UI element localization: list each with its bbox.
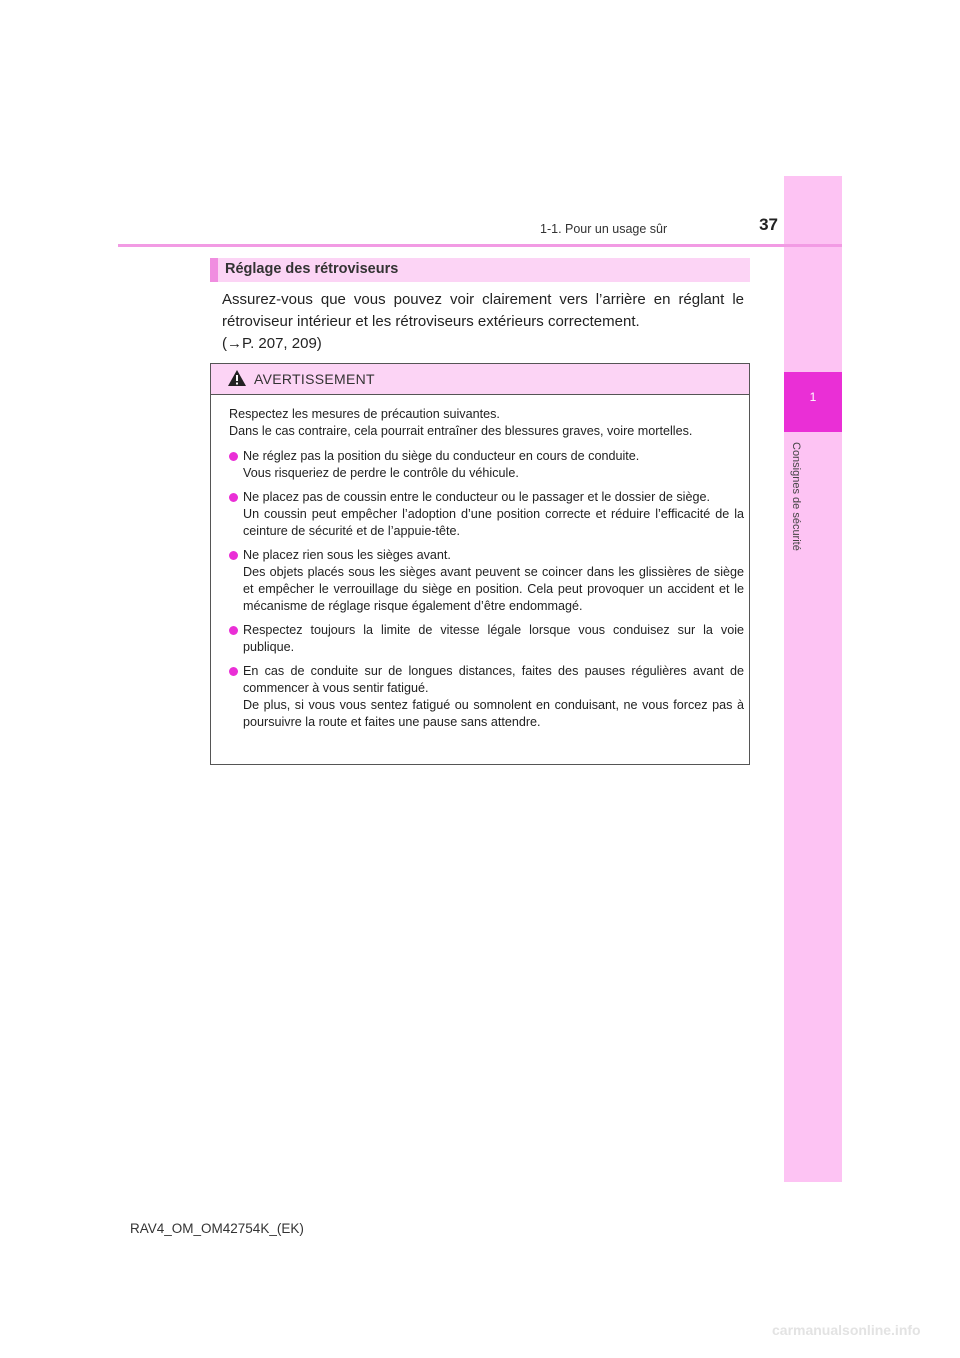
warning-item-line: De plus, si vous vous sentez fatigué ou somnolent en conduisant, ne vous forcez pas à poursuivre la route et faites une pause sans attendre.	[243, 698, 744, 729]
section-heading	[210, 258, 750, 282]
warning-item	[229, 489, 744, 540]
watermark: carmanualsonline.info	[772, 1322, 921, 1338]
page-number: 37	[759, 215, 778, 234]
warning-box	[210, 363, 750, 765]
warning-item-line: Un coussin peut empêcher l’adoption d’une position correcte et réduire l’efficacité de la ceinture de sécurité et de l’appuie-tête.	[243, 507, 744, 538]
bullet-dot-icon	[229, 551, 238, 560]
bullet-dot-icon	[229, 452, 238, 461]
running-head: 1-1. Pour un usage sûr	[540, 222, 668, 236]
warning-item-line: Respectez toujours la limite de vitesse légale lorsque vous conduisez sur la voie publique.	[243, 623, 744, 654]
header-rule	[118, 244, 842, 247]
chapter-label: Consignes de sécurité	[790, 442, 802, 551]
bullet-dot-icon	[229, 626, 238, 635]
warning-title: AVERTISSEMENT	[254, 371, 375, 387]
warning-item	[229, 448, 744, 482]
bullet-dot-icon	[229, 667, 238, 676]
warning-intro	[229, 406, 744, 440]
warning-item-line: En cas de conduite sur de longues distances, faites des pauses régulières avant de commencer à vous sentir fatigué.	[243, 664, 744, 695]
warning-item-line: Ne placez pas de coussin entre le conducteur ou le passager et le dossier de siège.	[243, 490, 710, 504]
warning-item	[229, 663, 744, 731]
section-heading-text: Réglage des rétroviseurs	[225, 261, 399, 277]
bullet-dot-icon	[229, 493, 238, 502]
chapter-side-tab	[784, 176, 842, 1182]
warning-item-line: Des objets placés sous les sièges avant peuvent se coincer dans les glissières de siège et empêcher le verrouillage du siège en position. Cela peut provoquer un accident et le mécanisme de réglage risque également d’être endommagé.	[243, 565, 744, 613]
paragraph-text: Assurez-vous que vous pouvez voir clairement vers l’arrière en réglant le rétroviseur intérieur et les rétroviseurs extérieurs correctement.	[222, 291, 744, 330]
warning-item-line: Ne réglez pas la position du siège du conducteur en cours de conduite.	[243, 449, 640, 463]
warning-body	[229, 406, 744, 738]
warning-item	[229, 622, 744, 656]
warning-intro-line: Dans le cas contraire, cela pourrait entraîner des blessures graves, voire mortelles.	[229, 424, 693, 438]
warning-item	[229, 547, 744, 615]
warning-intro-line: Respectez les mesures de précaution suivantes.	[229, 407, 500, 421]
warning-triangle-icon	[227, 369, 247, 387]
warning-item-line: Vous risqueriez de perdre le contrôle du véhicule.	[243, 466, 519, 480]
chapter-number: 1	[809, 390, 817, 404]
page-reference: (→P. 207, 209)	[222, 335, 322, 352]
section-paragraph	[222, 289, 744, 355]
warning-header	[211, 364, 749, 395]
warning-item-line: Ne placez rien sous les sièges avant.	[243, 548, 451, 562]
document-code: RAV4_OM_OM42754K_(EK)	[130, 1221, 304, 1236]
